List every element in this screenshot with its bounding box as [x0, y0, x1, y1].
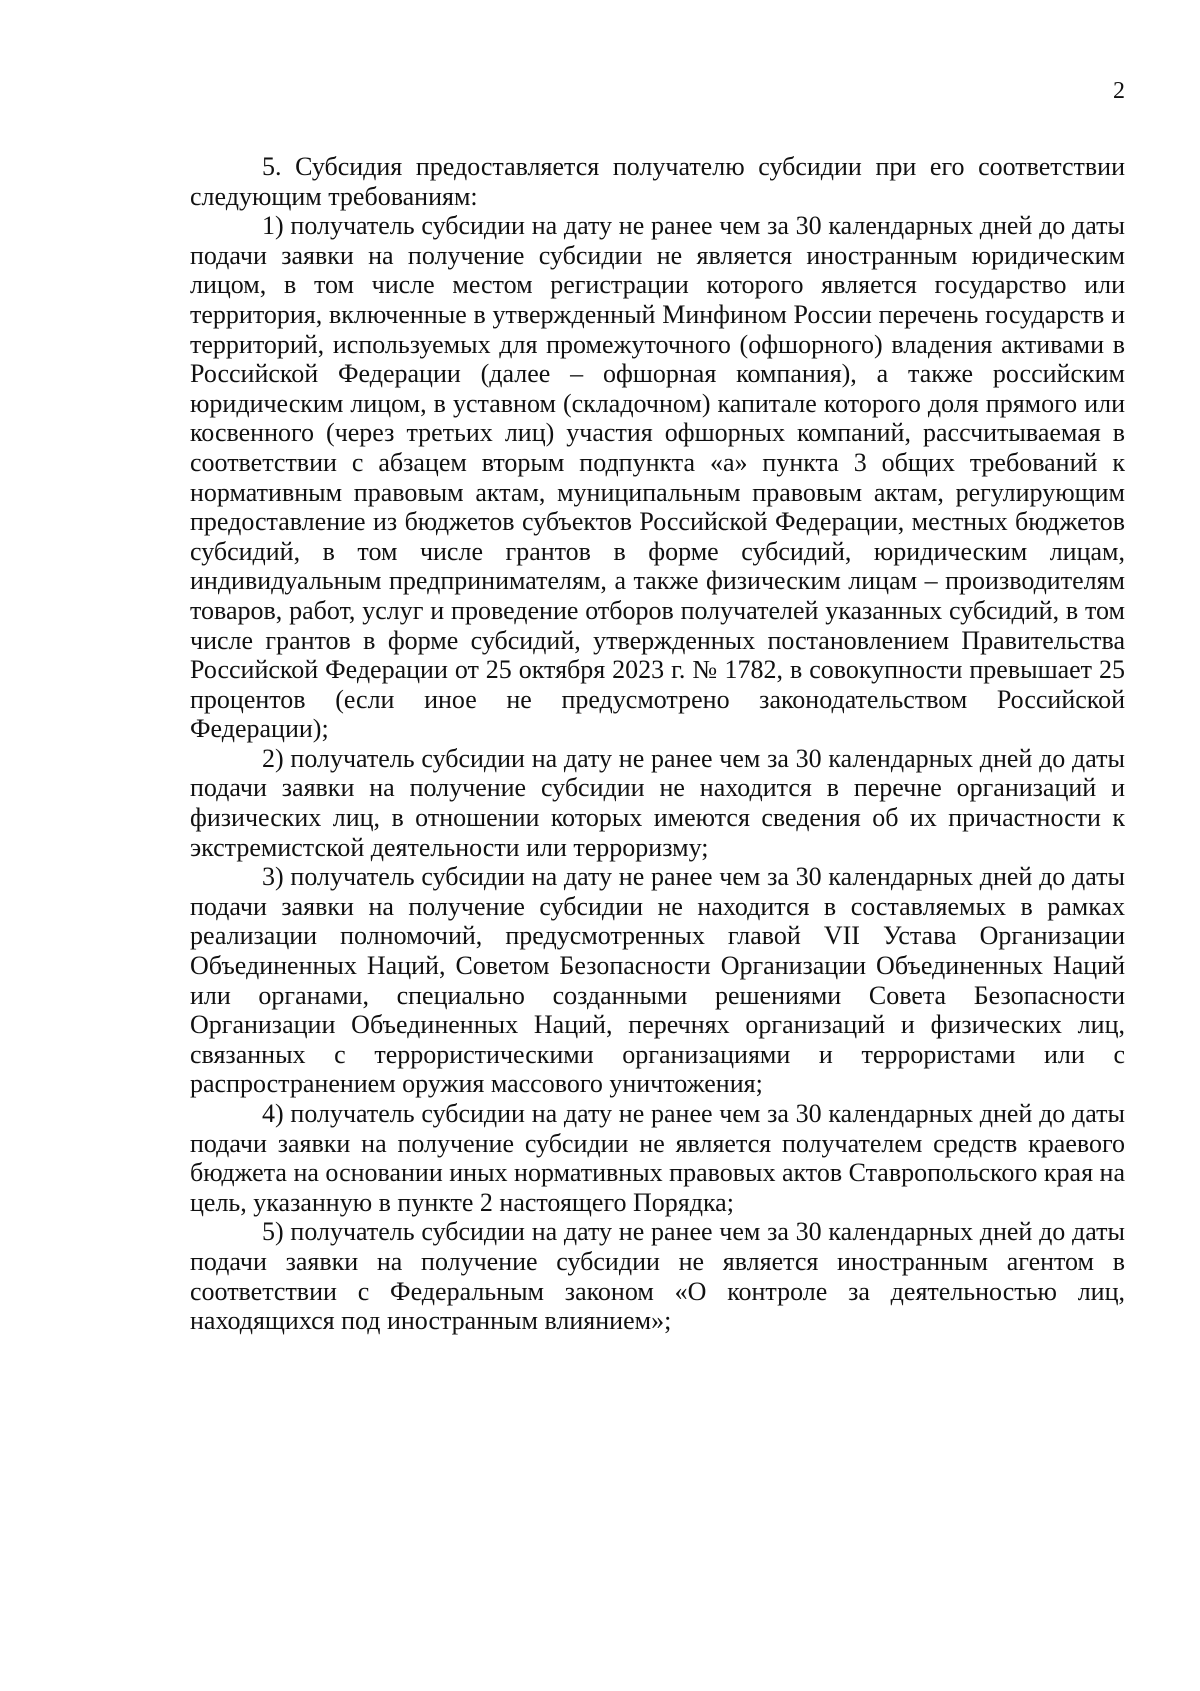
subparagraph-3: 3) получатель субсидии на дату не ранее чем за 30 календарных дней до даты подачи заявки на получение субсидии не находится в составляемых в рамках реализации полномочий, предусмотренных главой VII Устава Организации Объединенных Наций, Советом Безопасности Организации Объединенных Наций или органами, специально созданными решениями Совета Безопасности Организации Объединенных Наций, перечнях организаций и физических лиц, связанных с террористическими организациями и террористами или с распространением оружия массового уничтожения;	[190, 862, 1125, 1099]
paragraph-item-5: 5. Субсидия предоставляется получателю субсидии при его соответствии следующим требованиям:	[190, 152, 1125, 211]
subparagraph-4: 4) получатель субсидии на дату не ранее чем за 30 календарных дней до даты подачи заявки на получение субсидии не является получателем средств краевого бюджета на основании иных нормативных правовых актов Ставропольского края на цель, указанную в пункте 2 настоящего Порядка;	[190, 1099, 1125, 1217]
subparagraph-1: 1) получатель субсидии на дату не ранее чем за 30 календарных дней до даты подачи заявки на получение субсидии не является иностранным юридическим лицом, в том числе местом регистрации которого является государство или территория, включенные в утвержденный Минфином России перечень государств и территорий, используемых для промежуточного (офшорного) владения активами в Российской Федерации (далее – офшорная компания), а также российским юридическим лицом, в уставном (складочном) капитале которого доля прямого или косвенного (через третьих лиц) участия офшорных компаний, рассчитываемая в соответствии с абзацем вторым подпункта «а» пункта 3 общих требований к нормативным правовым актам, муниципальным правовым актам, регулирующим предоставление из бюджетов субъектов Российской Федерации, местных бюджетов субсидий, в том числе грантов в форме субсидий, юридическим лицам, индивидуальным предпринимателям, а также физическим лицам – производителям товаров, работ, услуг и проведение отборов получателей указанных субсидий, в том числе грантов в форме субсидий, утвержденных постановлением Правительства Российской Федерации от 25 октября 2023 г. № 1782, в совокупности превышает 25 процентов (если иное не предусмотрено законодательством Российской Федерации);	[190, 211, 1125, 744]
page-number: 2	[1113, 78, 1125, 104]
document-body	[190, 152, 1125, 1336]
subparagraph-2: 2) получатель субсидии на дату не ранее чем за 30 календарных дней до даты подачи заявки на получение субсидии не находится в перечне организаций и физических лиц, в отношении которых имеются сведения об их причастности к экстремистской деятельности или терроризму;	[190, 743, 1125, 862]
subparagraph-5: 5) получатель субсидии на дату не ранее чем за 30 календарных дней до даты подачи заявки на получение субсидии не является иностранным агентом в соответствии с Федеральным законом «О контроле за деятельностью лиц, находящихся под иностранным влиянием»;	[190, 1217, 1125, 1336]
